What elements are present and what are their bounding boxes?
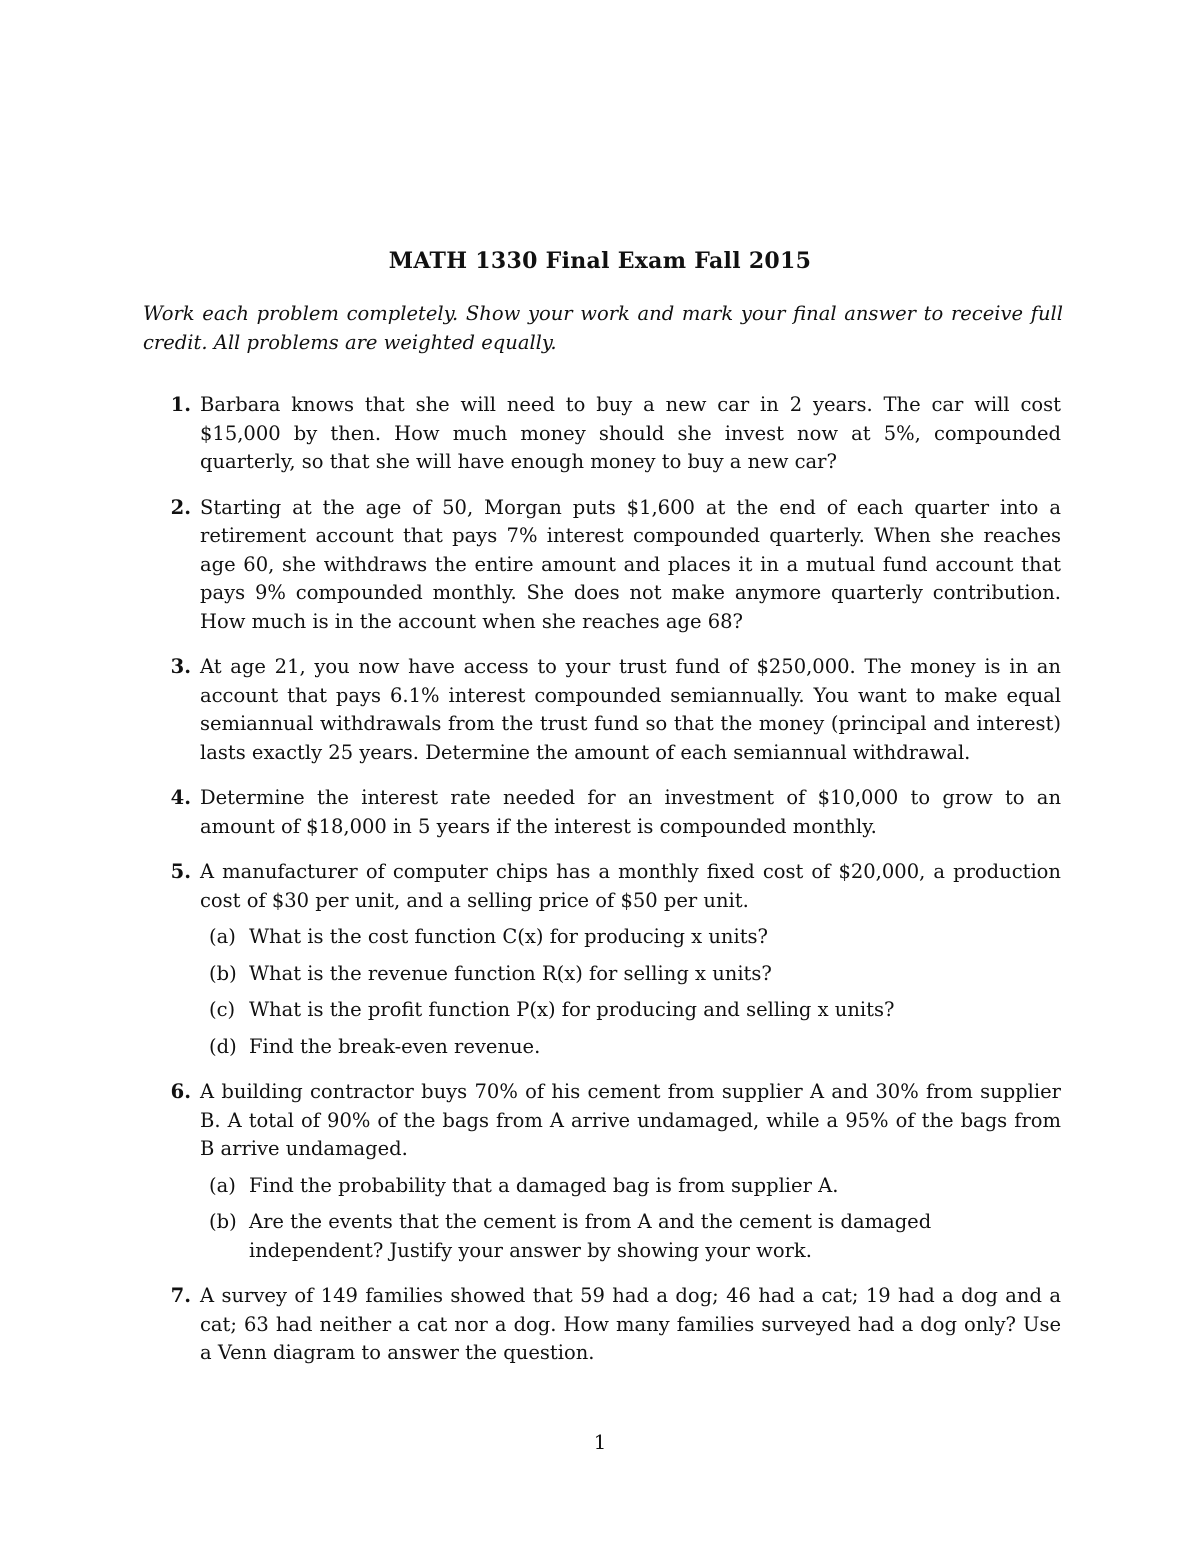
page-title: MATH 1330 Final Exam Fall 2015 bbox=[388, 248, 812, 274]
subpart-letter: (b) bbox=[209, 961, 237, 985]
subpart-text: Find the probability that a damaged bag is from supplier A. bbox=[249, 1173, 839, 1197]
subpart-a bbox=[200, 1172, 1061, 1201]
problem-3 bbox=[143, 653, 1061, 767]
problem-number: 5. bbox=[170, 860, 191, 883]
problem-number: 2. bbox=[170, 495, 191, 519]
problem-text: At age 21, you now have access to your trust fund of $250,000. The money is in an account that pays 6.1% interest compounded semiannually. You want to make equal semiannual withdrawals from the trust fund so that the money (principal and interest) lasts exactly 25 years. Determine the amount of each semiannual withdrawal. bbox=[200, 655, 1061, 764]
problem-list bbox=[143, 391, 1061, 1368]
subpart-text: What is the revenue function R(x) for selling x units? bbox=[249, 961, 772, 985]
subpart-list bbox=[200, 1172, 1061, 1266]
subpart-c bbox=[200, 996, 1061, 1025]
subpart-text: What is the cost function C(x) for producing x units? bbox=[249, 925, 769, 948]
subpart-text: What is the profit function P(x) for producing and selling x units? bbox=[249, 998, 895, 1021]
subpart-text: Find the break-even revenue. bbox=[249, 1034, 541, 1058]
page-number: 1 bbox=[593, 1430, 607, 1454]
problem-5 bbox=[143, 858, 1061, 1061]
problem-text: Barbara knows that she will need to buy a new car in 2 years. The car will cost $15,000 by then. How much money should she invest now at 5%, compounded quarterly, so that she will have enough money to buy a new car? bbox=[200, 393, 1061, 473]
subpart-d bbox=[200, 1033, 1061, 1062]
subpart-letter: (d) bbox=[209, 1034, 237, 1058]
problem-text: A building contractor buys 70% of his cement from supplier A and 30% from supplier B. A total of 90% of the bags from A arrive undamaged, while a 95% of the bags from B arrive undamaged. bbox=[200, 1080, 1061, 1160]
problem-6 bbox=[143, 1078, 1061, 1265]
problem-1 bbox=[143, 391, 1061, 477]
problem-4 bbox=[143, 784, 1061, 841]
problem-number: 3. bbox=[170, 655, 191, 678]
subpart-letter: (c) bbox=[209, 998, 236, 1021]
subpart-text: Are the events that the cement is from A and the cement is damaged independent? Justify your answer by showing your work. bbox=[249, 1210, 932, 1262]
subpart-letter: (a) bbox=[209, 1173, 236, 1197]
subpart-b bbox=[200, 960, 1061, 989]
subpart-b bbox=[200, 1208, 1061, 1265]
subpart-letter: (b) bbox=[209, 1210, 237, 1233]
problem-number: 6. bbox=[170, 1080, 191, 1103]
problem-text: Determine the interest rate needed for an investment of $10,000 to grow to an amount of $18,000 in 5 years if the interest is compounded monthly. bbox=[200, 786, 1061, 838]
problem-text: A manufacturer of computer chips has a monthly fixed cost of $20,000, a production cost of $30 per unit, and a selling price of $50 per unit. bbox=[200, 860, 1061, 912]
problem-number: 4. bbox=[170, 786, 191, 809]
subpart-a bbox=[200, 923, 1061, 952]
problem-2 bbox=[143, 494, 1061, 637]
problem-text: Starting at the age of 50, Morgan puts $1,600 at the end of each quarter into a retirement account that pays 7% interest compounded quarterly. When she reaches age 60, she withdraws the entire amount and places it in a mutual fund account that pays 9% compounded monthly. She does not make anymore quarterly contribution. How much is in the account when she reaches age 68? bbox=[200, 495, 1061, 633]
instructions: Work each problem completely. Show your work and mark your final answer to receive full credit. All problems are weighted equally. bbox=[143, 302, 1063, 354]
problem-text: A survey of 149 families showed that 59 had a dog; 46 had a cat; 19 had a dog and a cat; 63 had neither a cat nor a dog. How many families surveyed had a dog only? Use a Venn diagram to answer the question. bbox=[200, 1284, 1061, 1364]
subpart-list bbox=[200, 923, 1061, 1061]
problem-7 bbox=[143, 1282, 1061, 1368]
problem-number: 1. bbox=[170, 393, 191, 416]
subpart-letter: (a) bbox=[209, 925, 236, 948]
problem-number: 7. bbox=[170, 1284, 191, 1307]
